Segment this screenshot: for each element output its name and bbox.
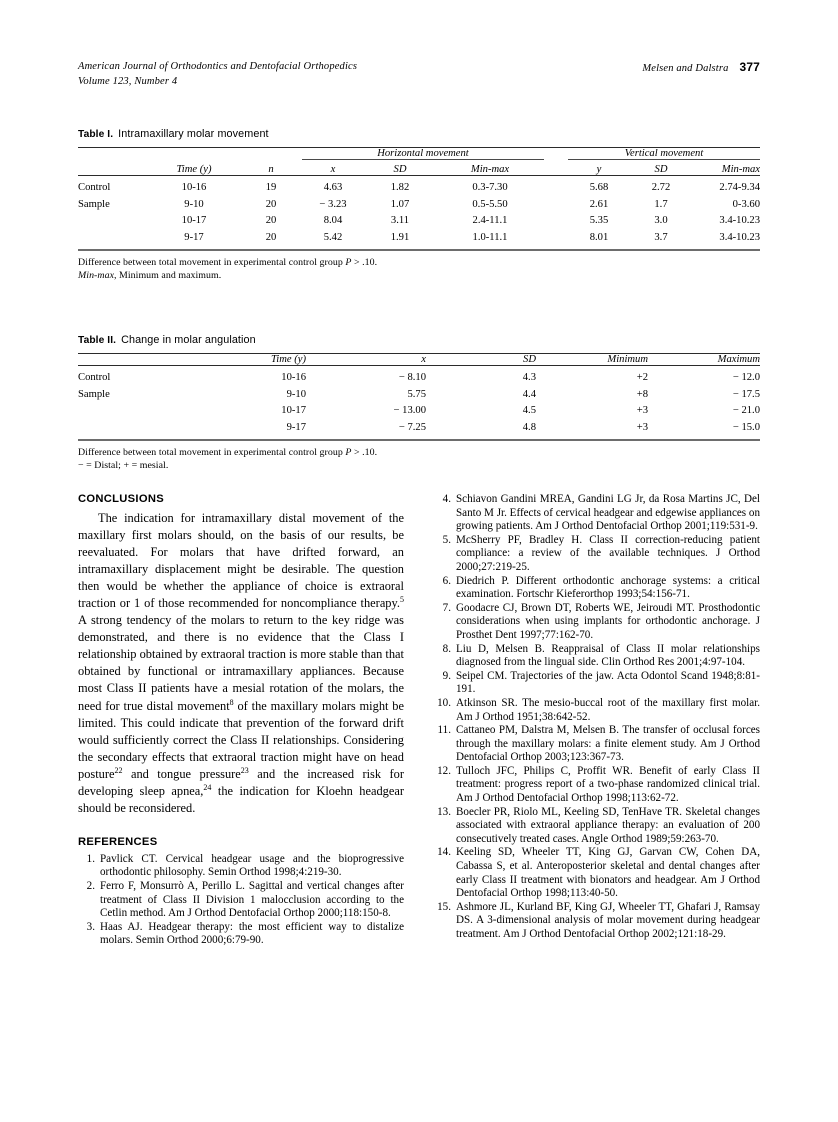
table-row <box>78 366 760 386</box>
table-1-label: Table I. <box>78 129 114 140</box>
table-2-label: Table II. <box>78 335 117 346</box>
table-2-r0-min: +2 <box>536 366 648 386</box>
table-row <box>78 419 760 440</box>
table-1-footnote-1-p: P <box>345 256 352 268</box>
table-2-r2-max: − 21.0 <box>732 405 760 416</box>
conclusions-ref-5: 5 <box>400 595 404 605</box>
table-2-r3-group <box>78 419 176 440</box>
table-1-r1-v-minmax: 0-3.60 <box>732 198 760 210</box>
table-1-r2-v-minmax: 3.4-10.23 <box>719 215 760 226</box>
table-1-r3-v-y: 8.01 <box>568 229 630 250</box>
table-1-r1-v-y: 2.61 <box>589 198 609 210</box>
reference-text: Atkinson SR. The mesio-buccal root of the maxillary first molar. Am J Orthod 1951;38:642-52. <box>456 696 760 723</box>
table-1-col-gap <box>544 164 568 176</box>
table-1-r2-v-y: 5.35 <box>589 215 609 226</box>
table-2-footnote-1-pre: Difference between total movement in experimental control group <box>78 446 346 458</box>
table-2-r1-x: 5.75 <box>407 388 426 400</box>
table-2-col-sd: SD <box>426 354 536 366</box>
reference-text: Seipel CM. Trajectories of the jaw. Acta Odontol Scand 1948;8:81-191. <box>456 669 760 696</box>
table-1-footnote-2-term: Min-max <box>78 270 114 281</box>
table-1-r3-v-minmax: 3.4-10.23 <box>692 229 760 250</box>
table-1-r3-v-sd: 3.7 <box>630 229 692 250</box>
table-1-footnotes <box>78 256 760 283</box>
table-1-col-h-x: x <box>330 164 336 175</box>
reference-text: Ferro F, Monsurrò A, Perillo L. Sagittal and vertical changes after treatment of Class II Division 1 malocclusion according to the Cetlin method. Am J Orthod Dentofacial Orthop 2000;118:150-8. <box>100 880 404 920</box>
table-1-footnote-2-post: , Minimum and maximum. <box>114 270 222 281</box>
table-1-block <box>78 128 760 283</box>
running-head-authors: Melsen and Dalstra <box>642 63 729 74</box>
table-2-col-blank <box>78 354 176 366</box>
list-item <box>434 575 760 602</box>
reference-number: 4. <box>442 493 451 505</box>
table-1-r0-h-minmax: 0.3-7.30 <box>436 176 544 196</box>
list-item <box>78 853 404 880</box>
reference-number: 11. <box>437 724 451 737</box>
table-1-r3-gap <box>544 229 568 250</box>
table-1-r3-n: 20 <box>240 229 302 250</box>
table-2-col-max: Maximum <box>648 354 760 366</box>
table-row <box>78 402 760 419</box>
table-1-footnote-2 <box>78 269 760 283</box>
journal-name: American Journal of Orthodontics and Dentofacial Orthopedics <box>78 61 358 72</box>
table-1-r0-n: 19 <box>240 176 302 196</box>
table-1-footnote-1 <box>78 256 760 270</box>
table-1-group-gap <box>544 148 568 160</box>
reference-text: Haas AJ. Headgear therapy: the most efficient way to distalize molars. Semin Orthod 2000;6:79-90. <box>100 920 404 947</box>
table-1-r1-h-x: − 3.23 <box>319 198 347 210</box>
table-2-r2-min: +3 <box>636 405 648 416</box>
table-1-column-header-row <box>78 164 760 176</box>
reference-text: Cattaneo PM, Dalstra M, Melsen B. The transfer of occlusal forces through the maxillary molars: a finite element study. Am J Orthod Dentofacial Orthop 2003;123:367-73. <box>456 724 760 764</box>
table-1-r3-h-minmax: 1.0-11.1 <box>436 229 544 250</box>
list-item <box>434 602 760 643</box>
table-2-r3-x: − 7.25 <box>306 419 426 440</box>
table-2-column-header-row <box>78 354 760 366</box>
table-2-footnote-1-p: P <box>345 446 352 458</box>
table-2 <box>78 353 760 441</box>
spacer <box>78 817 404 836</box>
conclusions-paragraph <box>78 510 404 817</box>
table-2-caption <box>78 334 760 346</box>
reference-number: 1. <box>86 852 95 865</box>
reference-number: 12. <box>437 764 451 777</box>
table-2-r0-time: 10-16 <box>176 366 306 386</box>
table-2-r1-sd: 4.4 <box>522 388 536 400</box>
list-item <box>434 493 760 534</box>
reference-text: Goodacre CJ, Brown DT, Roberts WE, Jeiroudi MT. Prosthodontic considerations when using implants for orthodontic anchorage. J Prosthet Dent 1997;77:162-70. <box>456 601 760 641</box>
table-2-footnotes <box>78 446 760 473</box>
table-row <box>78 386 760 403</box>
table-1-col-n: n <box>268 164 274 175</box>
table-1-col-blank <box>78 164 148 176</box>
table-2-r3-sd: 4.8 <box>426 419 536 440</box>
conclusions-text-6: the indication for Kloehn headgear should be reconsidered. <box>78 783 405 815</box>
reference-number: 5. <box>442 533 451 546</box>
left-column <box>78 493 404 948</box>
table-2-r2-sd: 4.5 <box>522 405 536 416</box>
table-1-r3-time: 9-17 <box>148 229 240 250</box>
journal-volume: Volume 123, Number 4 <box>78 75 178 87</box>
reference-number: 14. <box>437 846 451 859</box>
table-2-r2-group <box>78 402 176 419</box>
table-2-r1-time: 9-10 <box>286 388 306 400</box>
table-1-r1-gap <box>544 196 568 213</box>
reference-text: Diedrich P. Different orthodontic anchorage systems: a critical examination. Fortschr Kieferorthop 1993;54:156-71. <box>456 574 760 601</box>
table-1-r0-group: Control <box>78 176 148 196</box>
reference-text: Ashmore JL, Kurland BF, King GJ, Wheeler TT, Ghafari J, Ramsay DS. A 3-dimensional analysis of molar movement during headgear treatment. Am J Orthod Dentofacial Orthop 2002;121:18-29. <box>456 900 760 940</box>
table-2-r0-x: − 8.10 <box>306 366 426 386</box>
reference-text: Boecler PR, Riolo ML, Keeling SD, TenHave TR. Skeletal changes associated with extraoral appliance therapy: an evaluation of 200 consecutively treated cases. Angle Orthod 1989;59:263-70. <box>456 805 760 845</box>
table-1-r1-v-sd: 1.7 <box>654 198 668 210</box>
table-2-r1-group: Sample <box>78 388 110 400</box>
references-heading: REFERENCES <box>78 835 158 848</box>
table-2-r1-min: +8 <box>636 388 648 400</box>
table-2-block <box>78 334 760 473</box>
table-2-col-time: Time (y) <box>176 354 306 366</box>
running-head <box>78 60 760 89</box>
list-item <box>78 880 404 921</box>
table-1-group-horizontal: Horizontal movement <box>302 148 544 160</box>
reference-text: Tulloch JFC, Philips C, Proffit WR. Benefit of early Class II treatment: progress report of a two-phase randomized clinical trial. Am J Orthod Dentofacial Orthop 1998;113:62-72. <box>456 764 760 805</box>
list-item <box>434 697 760 724</box>
table-1-r1-n: 20 <box>265 198 277 210</box>
table-1-r2-time: 10-17 <box>181 215 207 226</box>
table-1-col-h-minmax: Min-max <box>470 164 510 175</box>
list-item <box>434 765 760 806</box>
list-item <box>434 901 760 942</box>
table-1-r0-v-minmax: 2.74-9.34 <box>692 176 760 196</box>
table-1-r2-v-sd: 3.0 <box>654 215 668 226</box>
table-1-r3-h-x: 5.42 <box>302 229 364 250</box>
running-head-journal <box>78 60 357 89</box>
table-1-r1-group: Sample <box>78 198 110 210</box>
table-1-r2-group <box>78 212 148 229</box>
reference-number: 15. <box>437 900 451 913</box>
conclusions-ref-22: 22 <box>114 765 123 775</box>
table-1-group-header-row <box>78 148 760 160</box>
table-1-group-vertical: Vertical movement <box>568 148 760 160</box>
table-1-col-v-y: y <box>596 164 602 175</box>
table-2-r2-x: − 13.00 <box>393 405 426 416</box>
list-item <box>434 670 760 697</box>
conclusions-heading: CONCLUSIONS <box>78 493 164 505</box>
reference-number: 8. <box>442 642 451 655</box>
table-1-r0-v-y: 5.68 <box>568 176 630 196</box>
table-2-col-x: x <box>306 354 426 366</box>
table-row <box>78 212 760 229</box>
list-item <box>434 806 760 847</box>
table-1-footnote-1-pre: Difference between total movement in experimental control group <box>78 256 346 268</box>
reference-number: 6. <box>442 574 451 587</box>
table-2-footnote-2: − = Distal; + = mesial. <box>78 460 169 471</box>
list-item <box>434 724 760 765</box>
conclusions-text-1: The indication for intramaxillary distal movement of the maxillary first molars should, on the basis of our results, be reevaluated. For molars that have drifted forward, an intramaxillary displacement might be desirable. The question then would be whether the appliance of choice is extraoral traction or 1 of those recommended for noncompliance therapy. <box>78 511 404 611</box>
table-1-col-v-sd: SD <box>654 164 668 175</box>
conclusions-text-2: A strong tendency of the molars to return to the key ridge was demonstrated, and there is no evidence that the Class I relationship obtained by extraoral traction is more stable than that obtained by functional or intramaxillary appliances. Because most Class II patients have a mesial rotation of the molars, the need for true distal movement <box>78 613 404 713</box>
running-head-right <box>642 60 760 74</box>
table-1-r2-h-sd: 3.11 <box>390 215 410 226</box>
list-item <box>78 921 404 948</box>
table-1-col-time: Time (y) <box>176 164 212 175</box>
conclusions-text-5: and the increased risk for developing sleep apnea, <box>78 766 404 798</box>
table-2-title: Change in molar angulation <box>121 334 256 346</box>
table-1-footnote-1-post: > .10. <box>351 256 378 268</box>
table-1-r0-time: 10-16 <box>148 176 240 196</box>
table-2-r1-max: − 17.5 <box>732 388 760 400</box>
references-list-right <box>434 493 760 942</box>
table-2-r3-min: +3 <box>536 419 648 440</box>
table-1-r1-h-minmax: 0.5-5.50 <box>472 198 508 210</box>
table-1-col-h-sd: SD <box>393 164 407 175</box>
reference-text: Pavlick CT. Cervical headgear usage and the bioprogressive orthodontic philosophy. Semin Orthod 1998;4:219-30. <box>100 852 404 879</box>
table-1-title: Intramaxillary molar movement <box>118 128 269 140</box>
reference-text: Keeling SD, Wheeler TT, King GJ, Garvan CW, Cohen DA, Cabassa S, et al. Anteroposterior skeletal and dental changes after early Class II treatment with bionators and headgear. Am J Orthod Dentofacial Orthop 1998;113:40-50. <box>456 846 760 900</box>
table-1-r2-n: 20 <box>265 215 277 226</box>
reference-text: Schiavon Gandini MREA, Gandini LG Jr, da Rosa Martins JC, Del Santo M Jr. Effects of cervical headgear and edgewise appliances on growing patients. Am J Orthod Dentofacial Orthop 2001;119:531-9. <box>456 493 760 533</box>
table-1-r1-time: 9-10 <box>184 198 204 210</box>
list-item <box>434 846 760 900</box>
table-2-footnote-1-post: > .10. <box>351 446 378 458</box>
table-2-footnote-1 <box>78 446 760 460</box>
table-1-r3-group <box>78 229 148 250</box>
page-number: 377 <box>739 60 760 74</box>
table-1-col-v-minmax: Min-max <box>721 164 760 175</box>
table-row <box>78 196 760 213</box>
conclusions-ref-8: 8 <box>229 697 234 707</box>
table-1-r2-h-x: 8.04 <box>323 215 343 226</box>
table-1 <box>78 147 760 251</box>
reference-text: McSherry PF, Bradley H. Class II correction-reducing patient compliance: a review of the available techniques. J Orthod 2000;27:219-25. <box>456 533 760 573</box>
reference-number: 9. <box>442 669 451 682</box>
table-2-r0-sd: 4.3 <box>426 366 536 386</box>
table-row <box>78 176 760 196</box>
table-1-r0-h-x: 4.63 <box>302 176 364 196</box>
table-row <box>78 229 760 250</box>
table-2-r0-max: − 12.0 <box>648 366 760 386</box>
list-item <box>434 534 760 575</box>
conclusions-ref-24: 24 <box>203 782 212 792</box>
table-1-caption <box>78 128 760 140</box>
table-1-r0-gap <box>544 176 568 196</box>
table-1-r2-h-minmax: 2.4-11.1 <box>472 215 508 226</box>
conclusions-text-4: and tongue pressure <box>122 766 241 781</box>
list-item <box>434 643 760 670</box>
table-1-group-blank-1 <box>78 148 148 160</box>
reference-number: 2. <box>86 880 95 893</box>
table-1-r2-gap <box>544 212 568 229</box>
table-1-r0-h-sd: 1.82 <box>364 176 436 196</box>
references-list-left <box>78 853 404 948</box>
table-2-r3-max: − 15.0 <box>648 419 760 440</box>
right-column <box>434 493 760 942</box>
table-1-group-blank-2 <box>148 148 240 160</box>
reference-number: 3. <box>86 920 95 933</box>
table-2-r3-time: 9-17 <box>176 419 306 440</box>
conclusions-text-3: of the maxillary molars might be limited. This could indicate that prevention of the forward drift would sufficiently correct the Class II relationships. Considering the secondary effects that extraoral traction might have on head posture <box>78 698 404 781</box>
table-1-r0-v-sd: 2.72 <box>630 176 692 196</box>
reference-number: 10. <box>437 696 451 709</box>
reference-text: Liu D, Melsen B. Reappraisal of Class II molar relationships diagnosed from the lingual side. Clin Orthod Res 2001;4:97-104. <box>456 642 760 669</box>
table-2-r2-time: 10-17 <box>281 405 306 416</box>
table-2-r0-group: Control <box>78 366 176 386</box>
table-2-col-min: Minimum <box>536 354 648 366</box>
table-1-r3-h-sd: 1.91 <box>364 229 436 250</box>
reference-number: 13. <box>437 805 451 818</box>
table-1-r1-h-sd: 1.07 <box>390 198 410 210</box>
table-1-group-blank-3 <box>240 148 302 160</box>
conclusions-ref-23: 23 <box>240 765 249 775</box>
reference-number: 7. <box>442 601 451 614</box>
